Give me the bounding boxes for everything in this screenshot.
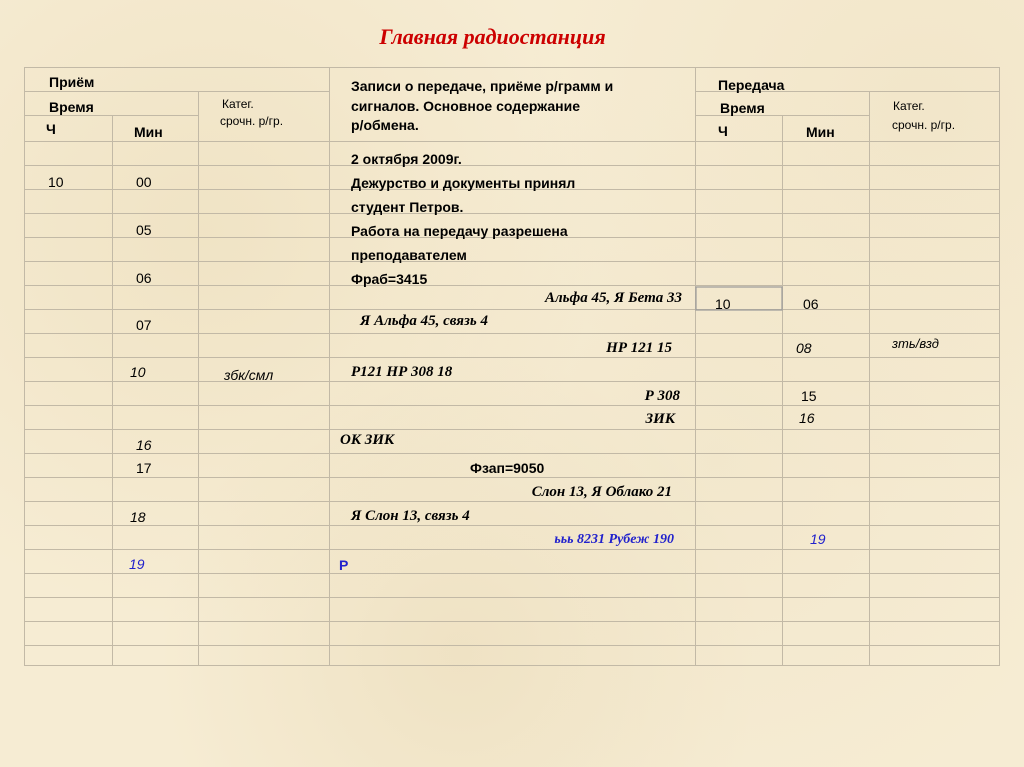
records-header-2: сигналов. Основное содержание (351, 98, 581, 114)
cat-right-header-2: срочн. р/гр. (892, 118, 956, 132)
receive-hour: 10 (48, 174, 64, 190)
record-text: Дежурство и документы принял (351, 175, 576, 191)
receive-min: 16 (136, 437, 152, 453)
receive-min: 19 (129, 556, 145, 572)
page-title: Главная радиостанция (379, 24, 606, 49)
transmit-hour: 10 (715, 296, 731, 312)
hour-right-header: Ч (718, 123, 728, 139)
time-right-header: Время (720, 100, 765, 116)
record-text: Я Альфа 45, связь 4 (360, 313, 488, 329)
receive-min: 17 (136, 460, 152, 476)
transmit-header: Передача (718, 77, 785, 93)
record-text: Слон 13, Я Облако 21 (531, 484, 672, 500)
cat-right-header-1: Катег. (893, 99, 925, 113)
table-border (25, 68, 1000, 666)
record-text: Р (339, 557, 349, 573)
records-header-1: Записи о передаче, приёме р/грамм и (351, 78, 614, 94)
record-text: ОК ЗИК (340, 432, 395, 448)
record-text: Фзап=9050 (470, 460, 545, 476)
record-text: Альфа 45, Я Бета 33 (544, 290, 682, 306)
receive-min: 05 (136, 222, 152, 238)
transmit-min: 15 (801, 388, 817, 404)
record-text: преподавателем (351, 247, 467, 263)
transmit-min: 16 (799, 410, 815, 426)
time-left-header: Время (49, 99, 94, 115)
transmit-min: 06 (803, 296, 819, 312)
min-left-header: Мин (134, 124, 163, 140)
receive-min: 00 (136, 174, 152, 190)
record-text: ЗИК (645, 411, 675, 427)
record-text: студент Петров. (351, 199, 464, 215)
cat-left-header-2: срочн. р/гр. (220, 114, 284, 128)
min-right-header: Мин (806, 124, 835, 140)
receive-header: Приём (49, 74, 95, 90)
highlight-cell (696, 287, 782, 310)
transmit-min: 19 (810, 531, 826, 547)
records-header-3: р/обмена. (351, 117, 419, 133)
cat-left-header-1: Катег. (222, 97, 254, 111)
record-text: ььь 8231 Рубеж 190 (554, 532, 674, 547)
record-text: 2 октября 2009г. (351, 151, 462, 167)
record-text: Я Слон 13, связь 4 (351, 508, 470, 524)
receive-cat: збк/смл (224, 367, 274, 383)
record-text: Р121 НР 308 18 (351, 364, 453, 380)
receive-min: 18 (130, 509, 146, 525)
record-text: Р 308 (644, 388, 680, 404)
record-text: Фраб=3415 (351, 271, 428, 287)
receive-min: 07 (136, 317, 152, 333)
transmit-min: 08 (796, 340, 812, 356)
record-text: Работа на передачу разрешена (351, 223, 568, 239)
hour-left-header: Ч (46, 121, 56, 137)
transmit-cat: зть/взд (892, 336, 939, 351)
receive-min: 06 (136, 270, 152, 286)
record-text: НР 121 15 (606, 340, 672, 356)
receive-min: 10 (130, 364, 146, 380)
